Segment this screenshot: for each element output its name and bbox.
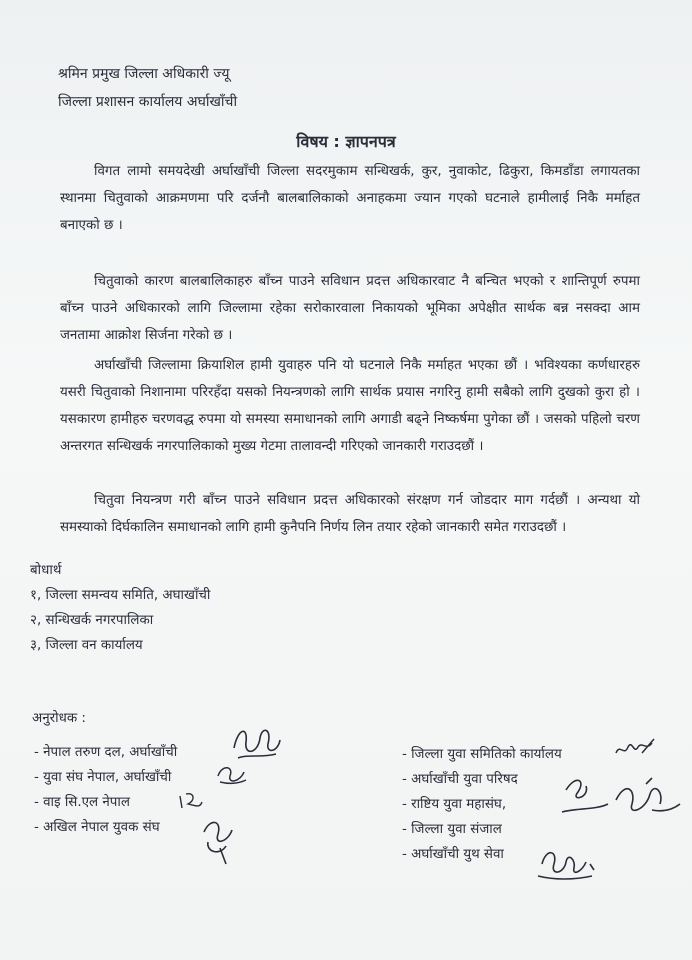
requester-item: - जिल्ला युवा संजाल: [402, 822, 502, 837]
requester-item: - अखिल नेपाल युवक संघ: [34, 820, 160, 835]
cc-item: २, सन्धिखर्क नगरपालिका: [30, 613, 154, 628]
requester-item: - राष्टिय युवा महासंघ,: [402, 797, 507, 812]
requester-item: - युवा संघ नेपाल, अर्घाखाँची: [34, 770, 172, 785]
addressee-line-2: जिल्ला प्रशासन कार्यालय अर्घाखाँची: [58, 94, 238, 110]
cc-item: ३, जिल्ला वन कार्यालय: [30, 638, 143, 653]
signature-mark: [176, 788, 206, 814]
signature-mark: [196, 812, 240, 868]
addressee-block: [58, 60, 237, 116]
paragraph-text: चितुवाको कारण बालबालिकाहरु बाँच्न पाउने सविधान प्रदत्त अधिकारवाट नै बन्चित भएको र शान्तिपूर्ण रुपमा बाँच्न पाउने अधिकारको लागि जिल्लामा रहेका सरोकारवाला निकायको भूमिका अपेक्षीत सार्थक बन्न नसक्दा आम जनतामा आक्रोश सिर्जना गरेको छ ।: [60, 274, 640, 343]
body-paragraph-4: [60, 487, 640, 541]
requester-item: - अर्घाखाँची युवा परिषद: [402, 772, 518, 787]
requester-item: - वाइ सि.एल नेपाल: [34, 795, 130, 810]
body-paragraph-1: [60, 158, 640, 239]
paragraph-text: अर्घाखाँची जिल्लामा क्रियाशिल हामी युवाहरु पनि यो घटनाले निकै मर्माहत भएका छौं । भविश्यका कर्णधारहरु यसरी चितुवाको निशानामा परिरहँदा यसको नियन्त्रणको लागि सार्थक प्रयास नगरिनु हामी सबैको लागि दुखको कुरा हो । यसकारण हामीहरु चरणवद्ध रुपमा यो समस्या समाधानको लागि अगाडी बढ्ने निष्कर्षमा पुगेका छौं । जसको पहिलो चरण अन्तरगत सन्धिखर्क नगरपालिकाको मुख्य गेटमा तालावन्दी गरिएको जानकारी गराउदछौं ।: [60, 358, 640, 454]
addressee-line-1: श्रमिन प्रमुख जिल्ला अधिकारी ज्यू: [58, 66, 230, 82]
subject-heading: विषय : ज्ञापनपत्र: [296, 132, 396, 151]
cc-block: [30, 558, 210, 658]
signature-mark: [612, 735, 658, 765]
paragraph-text: विगत लामो समयदेखी अर्घाखाँची जिल्ला सदरमुकाम सन्धिखर्क, कुर, नुवाकोट, ढिकुरा, किमडाँडा लगायतका स्थानमा चितुवाको आक्रमणमा परि दर्जनौ बालबालिकाको अनाहकमा ज्यान गएको घटनाले हामीलाई निकै मर्माहत बनाएको छ ।: [60, 164, 640, 233]
body-paragraph-3: [60, 352, 640, 460]
signature-mark: [214, 760, 250, 788]
requesters-title: अनुरोधक :: [32, 711, 86, 726]
signature-mark: [556, 770, 686, 830]
requesters-left-list: [34, 740, 177, 840]
cc-item: १, जिल्ला समन्वय समिति, अघाखाँची: [30, 588, 211, 603]
requester-item: - जिल्ला युवा समितिको कार्यालय: [402, 747, 562, 762]
body-paragraph-2: [60, 268, 640, 349]
signature-mark: [228, 718, 284, 766]
cc-title: बोधार्थ: [30, 563, 62, 578]
requester-item: - अर्घाखाँची युथ सेवा: [402, 847, 504, 862]
paragraph-text: चितुवा नियन्त्रण गरी बाँच्न पाउने सविधान प्रदत्त अधिकारको संरक्षण गर्न जोडदार माग गर्दछौं । अन्यथा यो समस्याको दिर्घकालिन समाधानको लागि हामी कुनैपनि निर्णय लिन तयार रहेको जानकारी समेत गराउदछौं ।: [60, 493, 640, 535]
requester-item: - नेपाल तरुण दल, अर्घाखाँची: [34, 745, 178, 760]
signature-mark: [534, 840, 600, 886]
